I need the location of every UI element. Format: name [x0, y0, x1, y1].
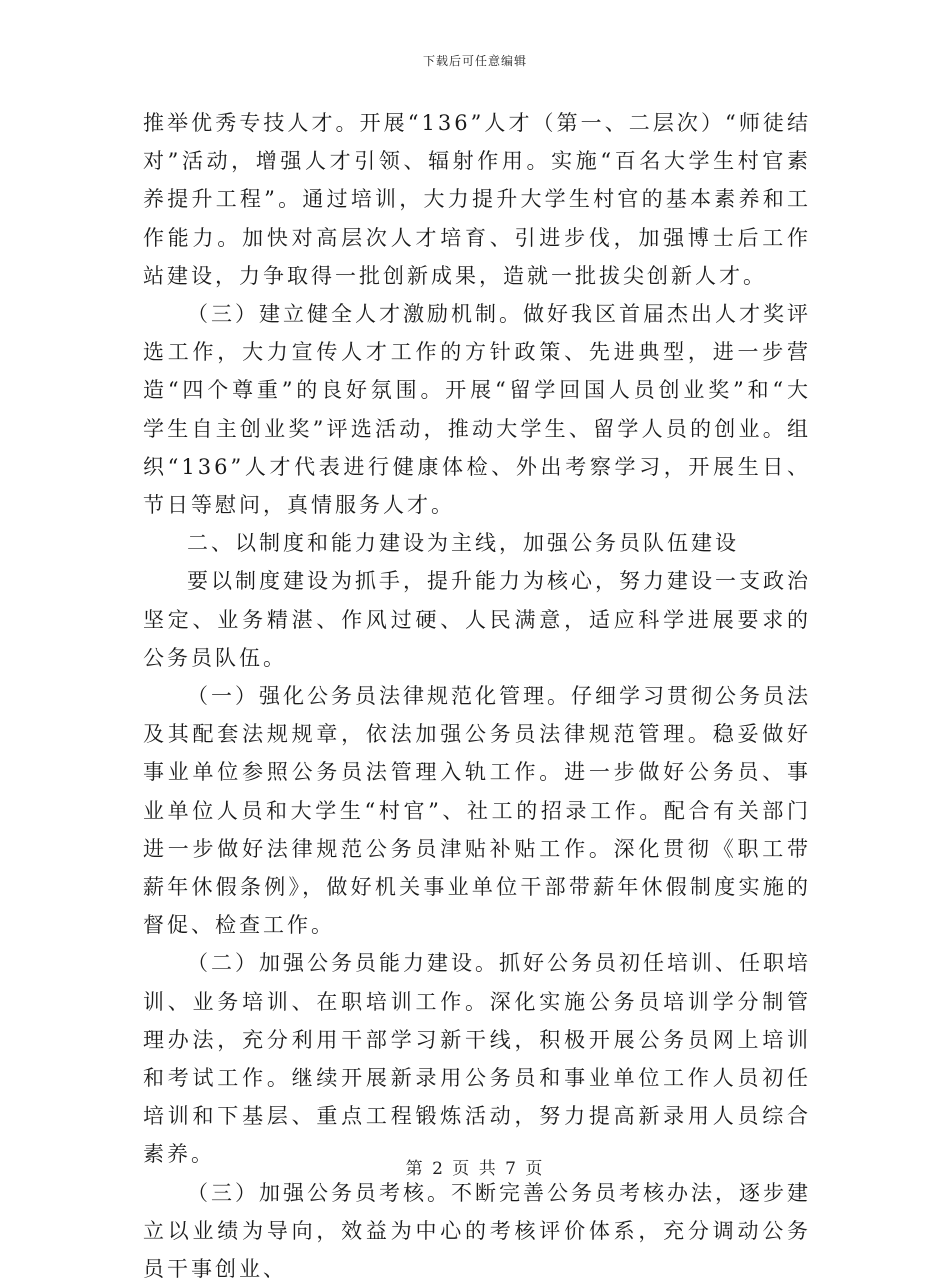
paragraph-assessment: （三）加强公务员考核。不断完善公务员考核办法，逐步建立以业绩为导向，效益为中心的考核评价体系，充分调动公务员干事创业、	[143, 1180, 811, 1282]
section-heading-civil-servants: 二、以制度和能力建设为主线，加强公务员队伍建设	[187, 531, 739, 556]
page-header: 下载后可任意编辑	[422, 54, 527, 68]
footer-suffix: 页	[525, 1159, 545, 1179]
current-page-number: 2	[432, 1159, 445, 1179]
page-number-footer	[0, 1154, 950, 1179]
document-body	[143, 104, 811, 1288]
paragraph-legal-management: （一）强化公务员法律规范化管理。仔细学习贯彻公务员法及其配套法规规章，依法加强公务员法律规范管理。稳妥做好事业单位参照公务员法管理入轨工作。进一步做好公务员、事业单位人员和大学生“村官”、社工的招录工作。配合有关部门进一步做好法律规范公务员津贴补贴工作。深化贯彻《职工带薪年休假条例》，做好机关事业单位干部带薪年休假制度实施的督促、检查工作。	[143, 684, 811, 938]
footer-middle: 页 共	[452, 1159, 498, 1179]
paragraph-talent-programs: 推举优秀专技人才。开展“136”人才（第一、二层次）“师徒结对”活动，增强人才引领、辐射作用。实施“百名大学生村官素养提升工程”。通过培训，大力提升大学生村官的基本素养和工作能力。加快对高层次人才培育、引进步伐，加强博士后工作站建设，力争取得一批创新成果，造就一批拔尖创新人才。	[143, 111, 811, 288]
footer-prefix: 第	[405, 1159, 425, 1179]
total-page-count: 7	[505, 1159, 518, 1179]
paragraph-section-intro: 要以制度建设为抓手，提升能力为核心，努力建设一支政治坚定、业务精湛、作风过硬、人民满意，适应科学进展要求的公务员队伍。	[143, 569, 811, 670]
paragraph-incentive-mechanism: （三）建立健全人才激励机制。做好我区首届杰出人才奖评选工作，大力宣传人才工作的方针政策、先进典型，进一步营造“四个尊重”的良好氛围。开展“留学回国人员创业奖”和“大学生自主创业奖”评选活动，推动大学生、留学人员的创业。组织“136”人才代表进行健康体检、外出考察学习，开展生日、节日等慰问，真情服务人才。	[143, 302, 811, 518]
paragraph-capacity-building: （二）加强公务员能力建设。抓好公务员初任培训、任职培训、业务培训、在职培训工作。深化实施公务员培训学分制管理办法，充分利用干部学习新干线，积极开展公务员网上培训和考试工作。继续开展新录用公务员和事业单位工作人员初任培训和下基层、重点工程锻炼活动，努力提高新录用人员综合素养。	[143, 951, 811, 1167]
